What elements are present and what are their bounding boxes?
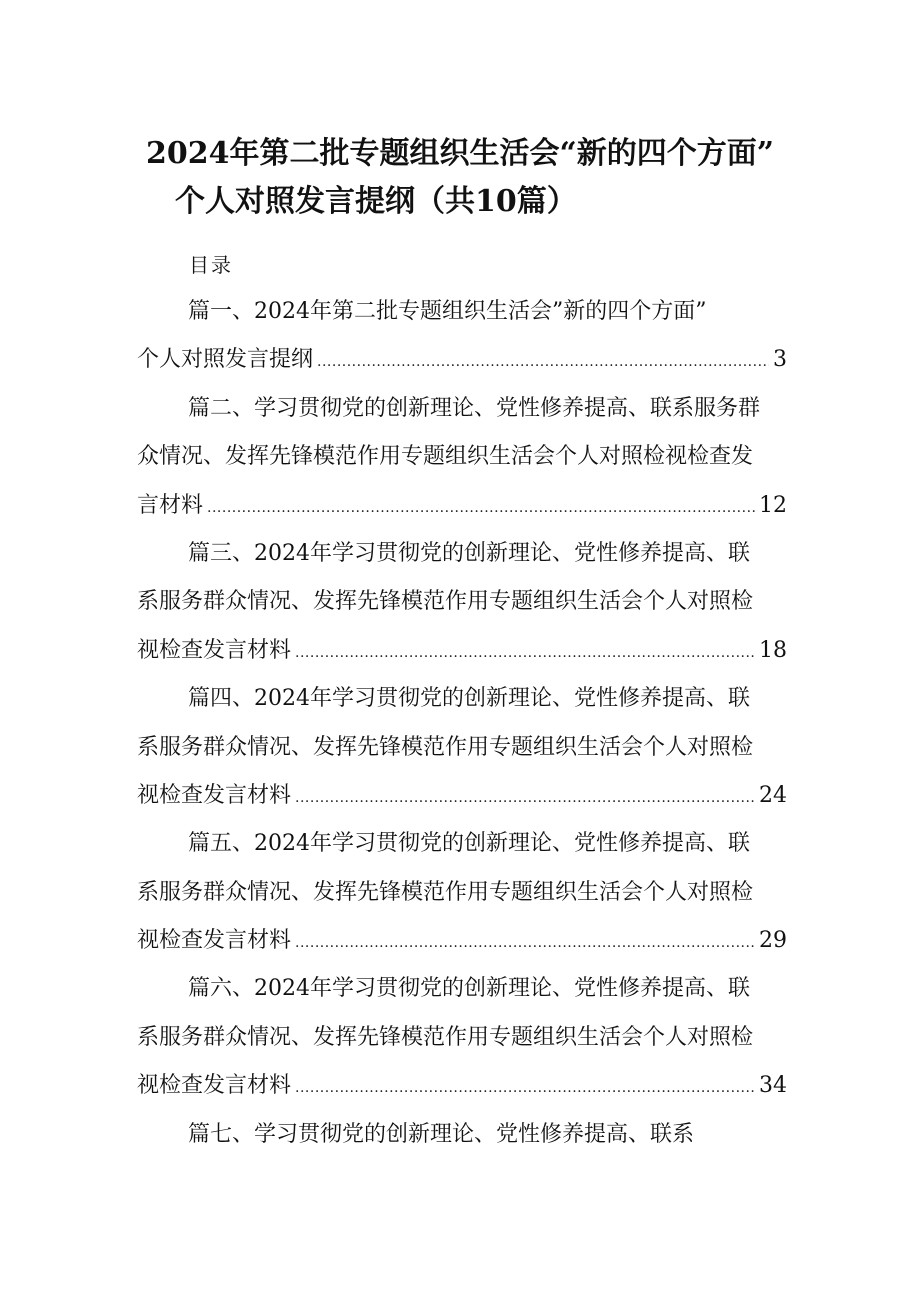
toc-leader-dots <box>207 484 755 530</box>
toc-entry-last-line <box>137 1062 787 1110</box>
toc-entry-first-line: 篇七、学习贯彻党的创新理论、党性修养提高、联系 <box>188 1121 695 1147</box>
toc-leader-dots <box>295 629 755 675</box>
toc-entry-line: 系服务群众情况、发挥先锋模范作用专题组织生活会个人对照检 <box>137 879 754 905</box>
toc-entry-line: 众情况、发挥先锋模范作用专题组织生活会个人对照检视检查发 <box>137 444 754 470</box>
toc-entry-last-line <box>137 917 787 965</box>
toc-entry[interactable] <box>137 288 787 385</box>
toc-entry-first-line: 篇三、2024年学习贯彻党的创新理论、党性修养提高、联 <box>188 540 750 566</box>
toc-entry-first-line: 篇六、2024年学习贯彻党的创新理论、党性修养提高、联 <box>188 976 750 1002</box>
toc-entry-last-line <box>137 627 787 675</box>
toc-entry-last-line <box>137 772 787 820</box>
toc-page-number: 3 <box>773 347 787 373</box>
toc-entry[interactable] <box>137 675 787 820</box>
toc-page-number: 12 <box>759 492 787 518</box>
toc-leader-dots <box>295 774 755 820</box>
toc-leader-dots <box>317 338 769 384</box>
toc-leader-dots <box>295 1064 755 1110</box>
toc-entry[interactable] <box>137 1111 787 1159</box>
toc-entry-last-line <box>137 482 787 530</box>
document-title-line2: 个人对照发言提纲（共10篇） <box>175 184 577 219</box>
toc-entry-text: 视检查发言材料 <box>137 928 292 954</box>
toc-leader-dots <box>295 919 755 965</box>
toc-entry-text: 视检查发言材料 <box>137 782 292 808</box>
toc-entry-line: 系服务群众情况、发挥先锋模范作用专题组织生活会个人对照检 <box>137 734 754 760</box>
toc-entry-line: 系服务群众情况、发挥先锋模范作用专题组织生活会个人对照检 <box>137 1024 754 1050</box>
toc-entry[interactable] <box>137 820 787 965</box>
toc-entry-text: 言材料 <box>137 492 204 518</box>
toc-entry-line: 系服务群众情况、发挥先锋模范作用专题组织生活会个人对照检 <box>137 589 754 615</box>
toc-entry[interactable] <box>137 530 787 675</box>
toc-entry-last-line <box>137 336 787 384</box>
toc-entry[interactable] <box>137 385 787 530</box>
toc-entry-first-line: 篇五、2024年学习贯彻党的创新理论、党性修养提高、联 <box>188 831 750 857</box>
table-of-contents <box>137 288 787 1159</box>
toc-entry[interactable] <box>137 965 787 1110</box>
toc-page-number: 18 <box>759 637 787 663</box>
toc-entry-text: 视检查发言材料 <box>137 1073 292 1099</box>
toc-heading: 目录 <box>189 253 233 277</box>
toc-entry-first-line: 篇四、2024年学习贯彻党的创新理论、党性修养提高、联 <box>188 686 750 712</box>
document-title-line1: 2024年第二批专题组织生活会“新的四个方面” <box>145 136 774 171</box>
toc-page-number: 34 <box>759 1073 787 1099</box>
toc-entry-text: 视检查发言材料 <box>137 637 292 663</box>
toc-entry-first-line: 篇一、2024年第二批专题组织生活会”新的四个方面” <box>188 299 707 324</box>
toc-entry-text: 个人对照发言提纲 <box>137 347 314 373</box>
toc-page-number: 29 <box>759 928 787 954</box>
toc-entry-first-line: 篇二、学习贯彻党的创新理论、党性修养提高、联系服务群 <box>188 395 761 421</box>
toc-page-number: 24 <box>759 782 787 808</box>
